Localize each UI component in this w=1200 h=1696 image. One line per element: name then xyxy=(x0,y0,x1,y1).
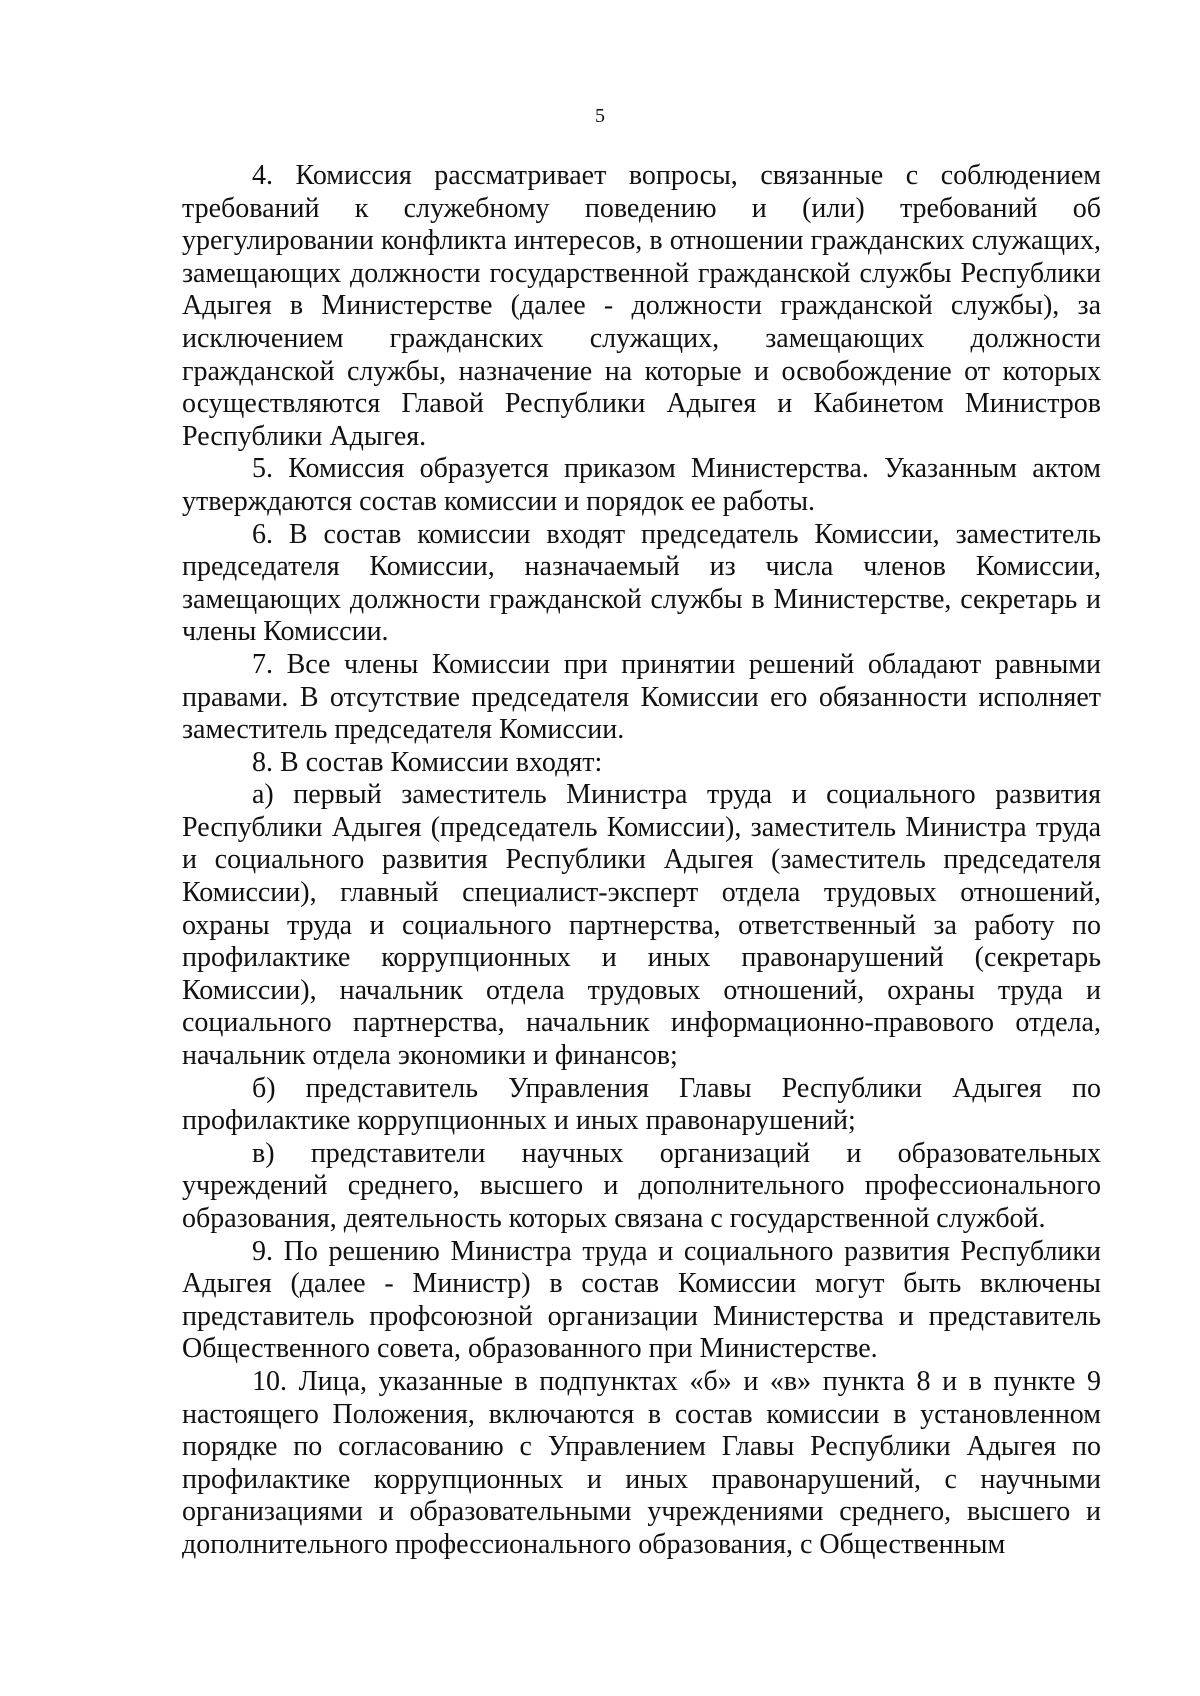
paragraph-4: 4. Комиссия рассматривает вопросы, связанные с соблюдением требований к служебному поведению и (или) требований об урегулировании конфликта интересов, в отношении гражданских служащих, замещающих должности государственной гражданской службы Республики Адыгея в Министерстве (далее - должности гражданской службы), за исключением гражданских служащих, замещающих должности гражданской службы, назначение на которые и освобождение от которых осуществляются Главой Республики Адыгея и Кабинетом Министров Республики Адыгея. xyxy=(182,160,1101,452)
subparagraph-8a: а) первый заместитель Министра труда и социального развития Республики Адыгея (председатель Комиссии), заместитель Министра труда и социального развития Республики Адыгея (заместитель председателя Комиссии), главный специалист-эксперт отдела трудовых отношений, охраны труда и социального партнерства, ответственный за работу по профилактике коррупционных и иных правонарушений (секретарь Комиссии), начальник отдела трудовых отношений, охраны труда и социального партнерства, начальник информационно-правового отдела, начальник отдела экономики и финансов; xyxy=(182,779,1101,1072)
subparagraph-8v: в) представители научных организаций и образовательных учреждений среднего, высшего и дополнительного профессионального образования, деятельность которых связана с государственной службой. xyxy=(182,1137,1101,1234)
paragraph-5: 5. Комиссия образуется приказом Министерства. Указанным актом утверждаются состав комиссии и порядок ее работы. xyxy=(182,453,1101,517)
document-body xyxy=(182,160,1101,1562)
paragraph-9: 9. По решению Министра труда и социального развития Республики Адыгея (далее - Министр) в состав Комиссии могут быть включены представитель профсоюзной организации Министерства и представитель Общественного совета, образованного при Министерстве. xyxy=(182,1235,1101,1365)
page-number: 5 xyxy=(595,105,605,127)
subparagraph-8b: б) представитель Управления Главы Республики Адыгея по профилактике коррупционных и иных правонарушений; xyxy=(182,1072,1101,1137)
paragraph-7: 7. Все члены Комиссии при принятии решений обладают равными правами. В отсутствие председателя Комиссии его обязанности исполняет заместитель председателя Комиссии. xyxy=(182,648,1101,746)
paragraph-10: 10. Лица, указанные в подпунктах «б» и «в» пункта 8 и в пункте 9 настоящего Положения, включаются в состав комиссии в установленном порядке по согласованию с Управлением Главы Республики Адыгея по профилактике коррупционных и иных правонарушений, с научными организациями и образовательными учреждениями среднего, высшего и дополнительного профессионального образования, с Общественным xyxy=(182,1365,1101,1560)
paragraph-6: 6. В состав комиссии входят председатель Комиссии, заместитель председателя Комиссии, назначаемый из числа членов Комиссии, замещающих должности гражданской службы в Министерстве, секретарь и члены Комиссии. xyxy=(182,518,1101,648)
paragraph-8: 8. В состав Комиссии входят: xyxy=(252,746,603,778)
